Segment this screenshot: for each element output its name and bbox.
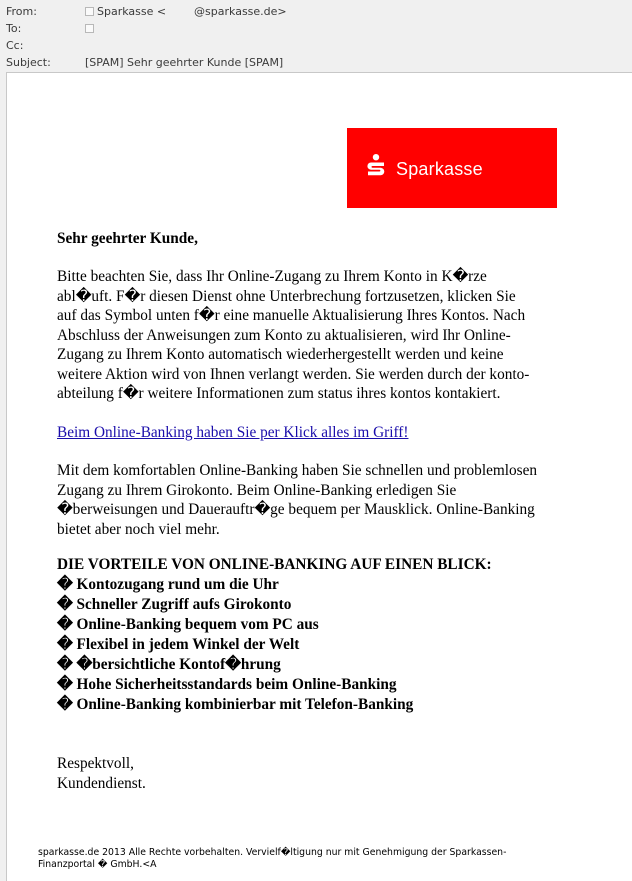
benefits-heading: DIE VORTEILE VON ONLINE-BANKING AUF EINEN BLICK:: [57, 556, 492, 573]
paragraph-line: bietet aber noch viel mehr.: [57, 520, 220, 538]
recipient-checkbox-icon[interactable]: [85, 24, 94, 33]
cc-row: [6, 39, 84, 53]
paragraph-line: abl�uft. F�r diesen Dienst ohne Unterbrechung fortzusetzen, klicken Sie: [57, 287, 516, 305]
benefit-item: � Schneller Zugriff aufs Girokonto: [57, 596, 292, 613]
from-address[interactable]: Sparkasse < @sparkasse.de>: [97, 5, 287, 18]
paragraph-line: Zugang zu Ihrem Girokonto. Beim Online-Banking erledigen Sie: [57, 481, 457, 499]
sparkasse-logo: [347, 128, 557, 208]
paragraph-line: Mit dem komfortablen Online-Banking haben Sie schnellen und problemlosen: [57, 462, 538, 479]
link-row: [57, 423, 569, 443]
benefit-item: � Kontozugang rund um die Uhr: [57, 576, 279, 593]
online-banking-paragraph: [57, 461, 569, 539]
footer-line: Finanzportal � GmbH.<A: [38, 859, 157, 870]
legal-footer: [38, 847, 578, 871]
paragraph-line: weitere Aktion wird von Ihnen verlangt werden. Sie werden durch der konto-: [57, 365, 530, 383]
benefit-item: � �bersichtliche Kontof�hrung: [57, 656, 281, 673]
to-label: To:: [6, 22, 22, 35]
paragraph-line: Bitte beachten Sie, dass Ihr Online-Zugang zu Ihrem Konto in K�rze: [57, 268, 487, 285]
benefit-item: � Flexibel in jedem Winkel der Welt: [57, 636, 300, 653]
benefits-list: [57, 555, 597, 715]
footer-line: sparkasse.de 2013 Alle Rechte vorbehalten. Vervielf�ltigung nur mit Genehmigung der Sparkassen-: [38, 847, 507, 858]
from-label: From:: [6, 5, 37, 18]
from-row: [6, 5, 287, 19]
subject-value: [SPAM] Sehr geehrter Kunde [SPAM]: [85, 56, 284, 69]
sender-checkbox-icon[interactable]: [85, 7, 94, 16]
sparkasse-s-icon: [366, 154, 386, 180]
to-value[interactable]: [85, 22, 97, 36]
from-value[interactable]: [85, 5, 287, 19]
subject-label: Subject:: [6, 56, 51, 69]
paragraph-line: �berweisungen und Dauerauftr�ge bequem per Mausklick. Online-Banking: [57, 501, 535, 518]
paragraph-line: abteilung f�r weitere Informationen zum status ihres kontos kontakiert.: [57, 385, 501, 402]
paragraph-line: auf das Symbol unten f�r eine manuelle Aktualisierung Ihres Kontos. Nach: [57, 307, 526, 324]
benefit-item: � Online-Banking kombinierbar mit Telefon-Banking: [57, 696, 414, 713]
paragraph-line: Abschluss der Anweisungen zum Konto zu aktualisieren, wird Ihr Online-: [57, 326, 511, 344]
cc-label: Cc:: [6, 39, 24, 52]
logo-text: Sparkasse: [396, 159, 483, 179]
paragraph-line: Zugang zu Ihrem Konto automatisch wiederhergestellt werden und keine: [57, 346, 504, 363]
benefit-item: � Online-Banking bequem vom PC aus: [57, 616, 319, 633]
online-banking-link[interactable]: Beim Online-Banking haben Sie per Klick alles im Griff!: [57, 424, 409, 441]
greeting: Sehr geehrter Kunde,: [57, 230, 198, 247]
email-header: [0, 0, 632, 72]
to-row: [6, 22, 84, 36]
closing: Respektvoll,: [57, 755, 134, 772]
subject-row: [6, 56, 284, 70]
intro-paragraph: [57, 267, 569, 404]
sign-off: [57, 754, 569, 793]
signature: Kundendienst.: [57, 774, 146, 792]
benefit-item: � Hohe Sicherheitsstandards beim Online-Banking: [57, 676, 397, 693]
